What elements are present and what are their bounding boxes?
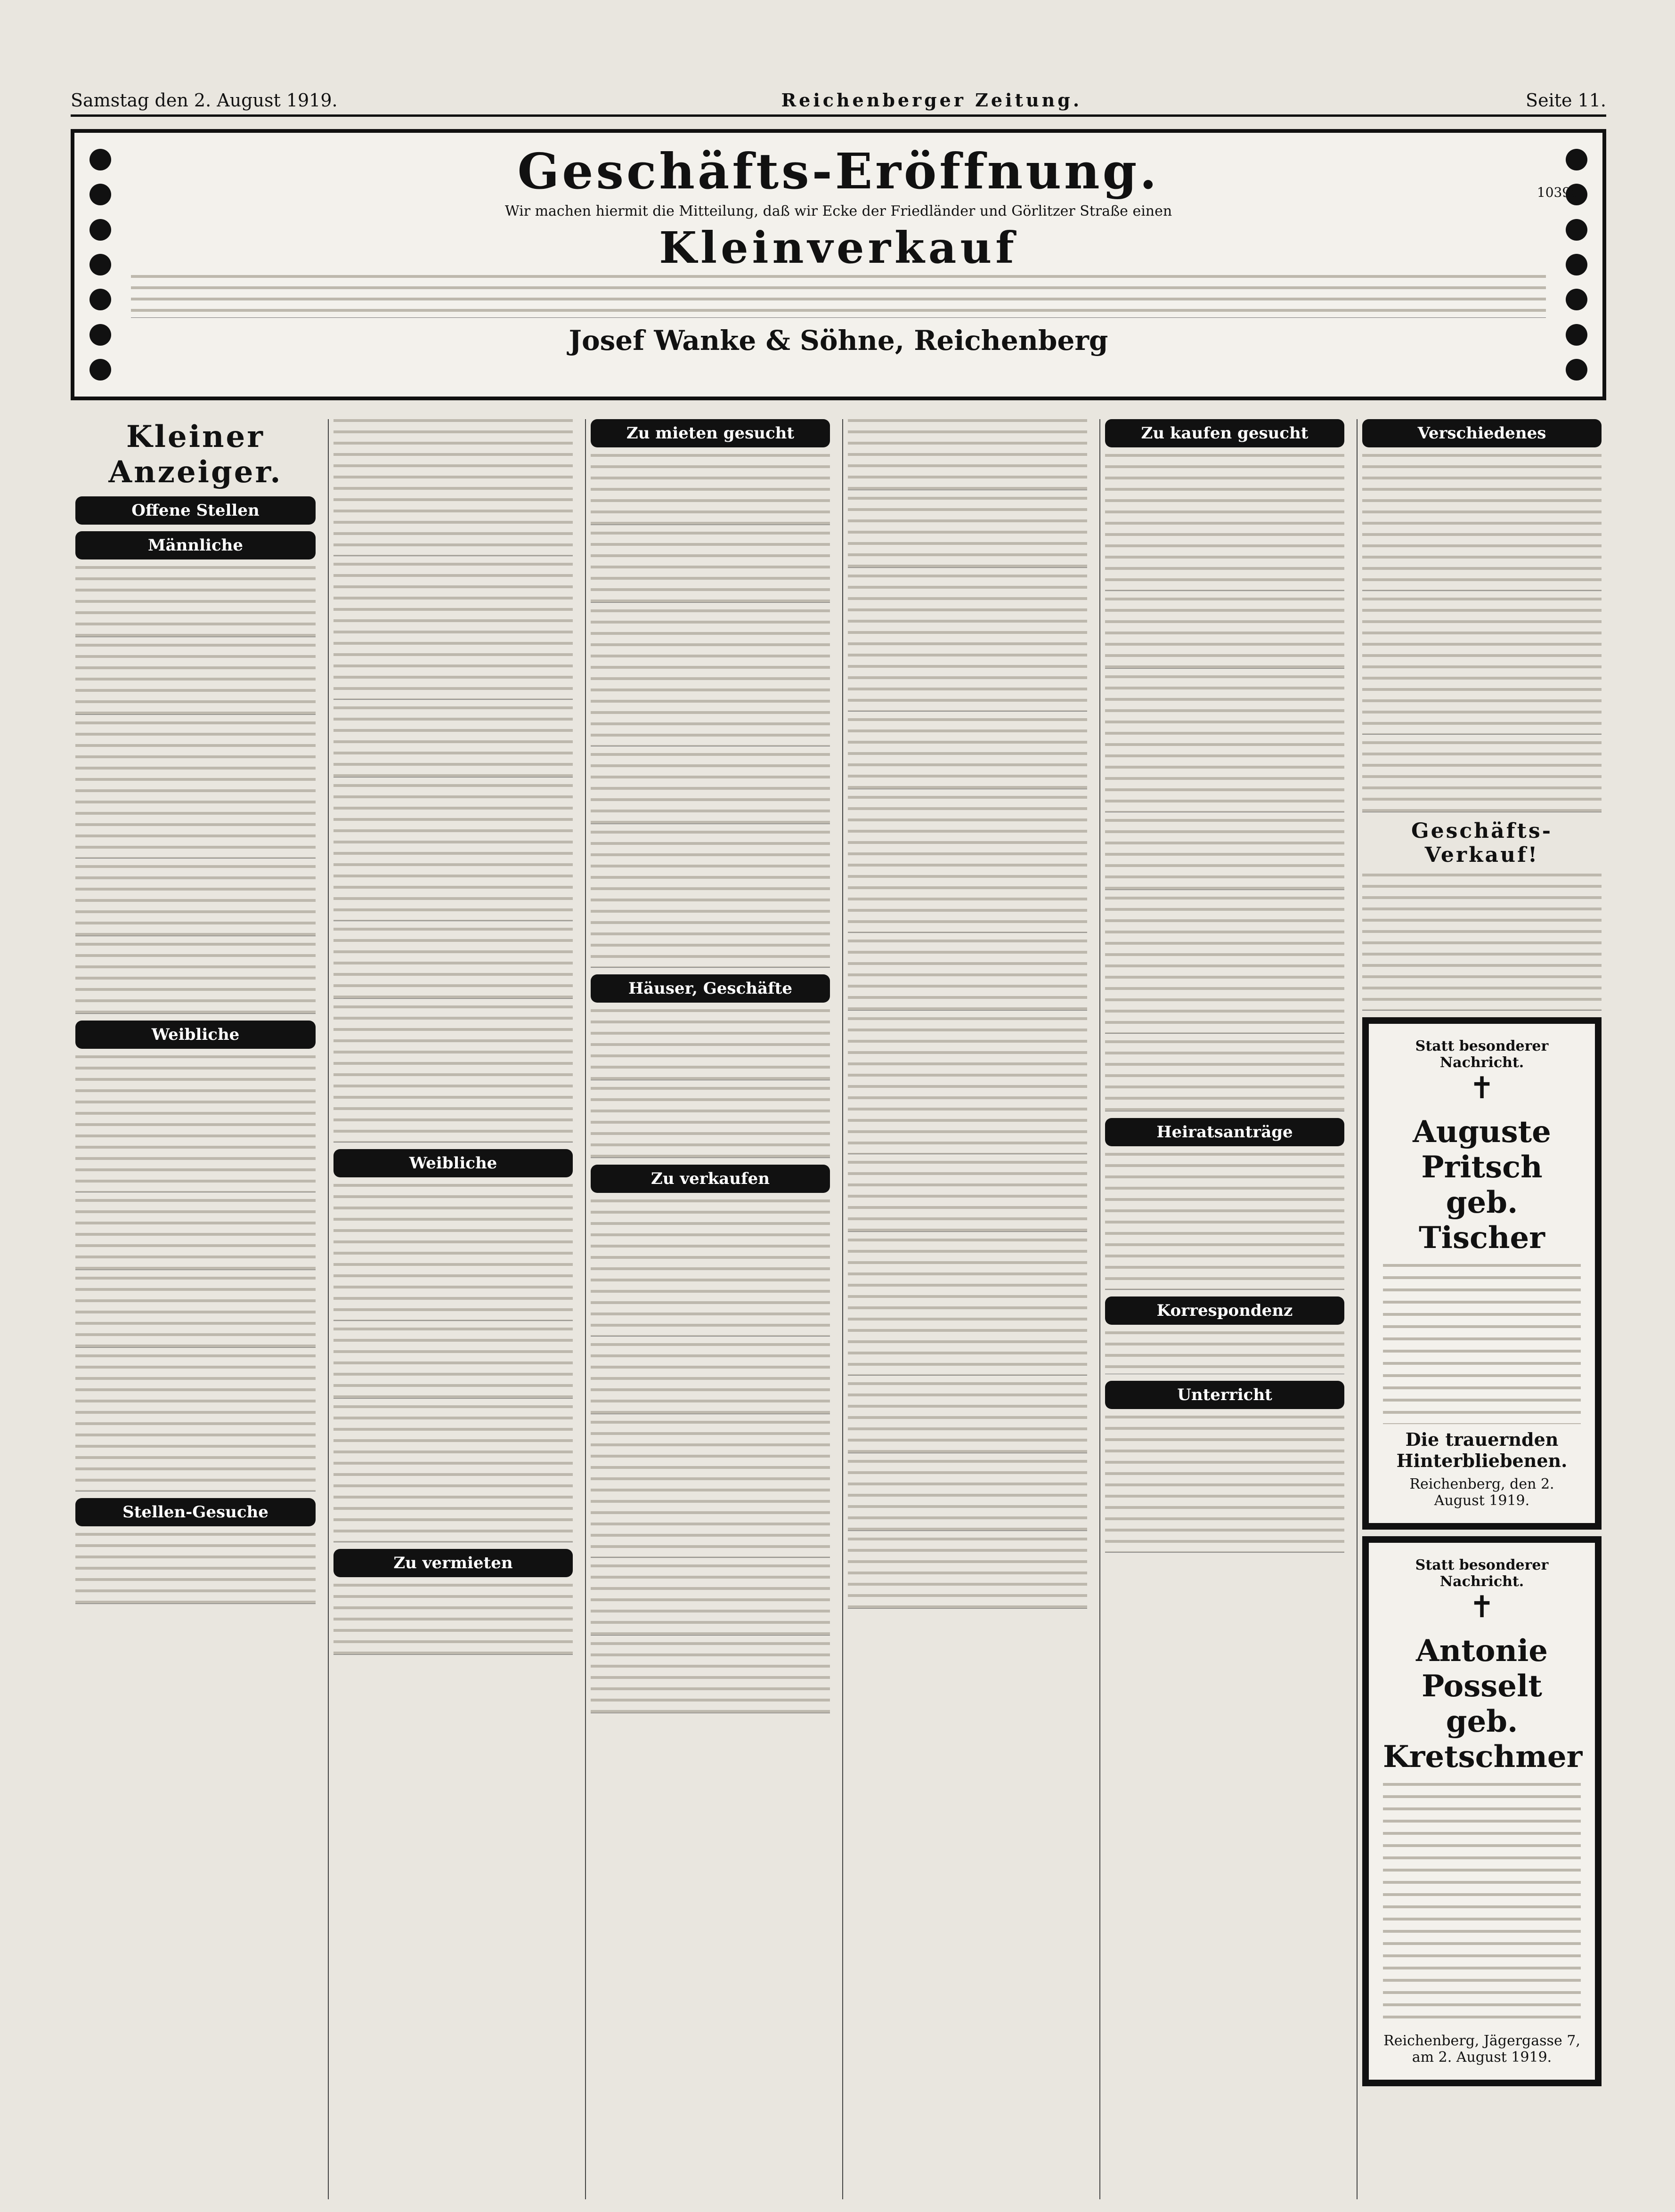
banner-body-text — [131, 275, 1546, 318]
notice-head: Statt besonderer Nachricht. — [1415, 1557, 1549, 1590]
newspaper-page — [71, 89, 1606, 2195]
newspaper-title: Reichenberger Zeitung. — [781, 89, 1082, 111]
classified-ad — [848, 1161, 1087, 1232]
classified-ad — [591, 753, 830, 824]
section-heading: Korrespondenz — [1105, 1296, 1344, 1325]
classified-ad — [591, 831, 830, 968]
page-number: Seite 11. — [1526, 90, 1606, 111]
ad-number: 10395 — [1537, 185, 1579, 200]
classified-ad — [1105, 1040, 1344, 1111]
classified-ad — [591, 1343, 830, 1414]
classified-ad — [333, 1184, 573, 1321]
banner-firm: Josef Wanke & Söhne, Reichenberg — [569, 324, 1108, 357]
section-title: Kleiner Anzeiger. — [108, 419, 283, 490]
classified-ad — [848, 1382, 1087, 1453]
classified-ad — [848, 718, 1087, 789]
section-heading: Heiratsanträge — [1105, 1118, 1344, 1146]
cross-icon: ✝ — [1469, 1071, 1495, 1106]
section-subheading: Weibliche — [333, 1149, 573, 1177]
header-date: Samstag den 2. August 1919. — [71, 90, 338, 111]
classified-ad — [848, 575, 1087, 712]
notice-date: Reichenberg, Jägergasse 7, am 2. August 1919. — [1383, 2033, 1580, 2066]
section-heading: Zu kaufen gesucht — [1105, 419, 1344, 447]
notice-date: Reichenberg, den 2. August 1919. — [1409, 1476, 1554, 1509]
section-heading: Stellen-Gesuche — [75, 1498, 316, 1526]
classified-ad — [1105, 1153, 1344, 1290]
classified-ad — [333, 784, 573, 921]
classified-ad — [1105, 897, 1344, 1034]
column-5 — [1099, 419, 1349, 2199]
classified-ad — [1105, 819, 1344, 890]
classified-ad — [333, 1584, 573, 1655]
banner-title: Geschäfts-Eröffnung. — [517, 142, 1160, 200]
classified-ad — [1105, 675, 1344, 812]
classified-ad — [333, 563, 573, 700]
section-subheading: Männliche — [75, 531, 316, 559]
classified-ad — [848, 940, 1087, 1011]
classified-ad — [333, 706, 573, 778]
column-6 — [1357, 419, 1606, 2199]
classified-ad — [75, 1533, 316, 1604]
notice-head: Statt besonderer Nachricht. — [1415, 1038, 1549, 1071]
column-1 — [71, 419, 320, 2199]
page-header — [71, 89, 1606, 117]
banner-intro: Wir machen hiermit die Mitteilung, daß wir Ecke der Friedländer und Görlitzer Straße einen — [504, 203, 1172, 219]
classified-ad — [848, 1017, 1087, 1154]
classified-ad — [75, 1055, 316, 1192]
classified-ad — [75, 721, 316, 859]
deceased-name: Antonie Posselt geb. Kretschmer — [1383, 1633, 1583, 1774]
classified-ad — [75, 1199, 316, 1270]
classified-ad — [1105, 598, 1344, 669]
classified-ad — [1105, 454, 1344, 591]
classified-ad — [75, 644, 316, 715]
section-heading: Zu mieten gesucht — [591, 419, 830, 447]
banner-subtitle: Kleinverkauf — [659, 222, 1018, 273]
classified-ad — [848, 796, 1087, 933]
classified-ad — [591, 454, 830, 525]
classified-ad — [848, 1538, 1087, 1609]
column-4 — [842, 419, 1092, 2199]
notice-signature: Die trauernden Hinterbliebenen. — [1396, 1429, 1568, 1471]
column-2 — [328, 419, 577, 2199]
business-sale-title: Geschäfts-Verkauf! — [1411, 819, 1553, 867]
classified-ad — [591, 1199, 830, 1337]
section-heading: Offene Stellen — [75, 496, 316, 525]
section-heading: Verschiedenes — [1362, 419, 1602, 447]
deceased-name: Auguste Pritsch geb. Tischer — [1413, 1114, 1551, 1256]
classified-ad — [591, 1009, 830, 1080]
classified-ad — [75, 566, 316, 637]
section-subheading: Weibliche — [75, 1021, 316, 1049]
classified-ad — [75, 1277, 316, 1348]
classified-ad — [333, 419, 573, 556]
classified-ad — [591, 1642, 830, 1713]
classified-ad — [1362, 598, 1602, 735]
death-notice — [1362, 1536, 1602, 2086]
classified-ad — [591, 609, 830, 746]
classified-ad — [591, 1421, 830, 1558]
section-heading: Häuser, Geschäfte — [591, 974, 830, 1003]
cross-icon: ✝ — [1469, 1590, 1495, 1625]
banner-dots-right — [1560, 142, 1593, 387]
column-3 — [585, 419, 835, 2199]
banner-dots-left — [84, 142, 117, 387]
classified-ad — [1362, 454, 1602, 591]
classifieds-columns — [71, 419, 1606, 2199]
notice-body — [1383, 1264, 1581, 1424]
classified-ad — [848, 497, 1087, 568]
classified-ad — [333, 1328, 573, 1399]
classified-ad — [75, 943, 316, 1014]
classified-ad — [591, 1564, 830, 1636]
classified-ad — [75, 865, 316, 936]
classified-ad — [333, 1005, 573, 1142]
classified-ad — [1362, 741, 1602, 812]
classified-ad — [1105, 1416, 1344, 1553]
classified-ad — [848, 1239, 1087, 1376]
business-sale-ad — [1362, 874, 1602, 1011]
classified-ad — [591, 1087, 830, 1158]
classified-ad — [848, 419, 1087, 490]
section-heading: Zu vermieten — [333, 1549, 573, 1577]
section-heading: Zu verkaufen — [591, 1165, 830, 1193]
classified-ad — [333, 1405, 573, 1542]
business-opening-ad — [71, 129, 1606, 400]
classified-ad — [333, 928, 573, 999]
death-notice — [1362, 1017, 1602, 1530]
classified-ad — [848, 1460, 1087, 1531]
classified-ad — [1105, 1331, 1344, 1374]
notice-body — [1383, 1783, 1581, 2028]
classified-ad — [591, 532, 830, 603]
section-heading: Unterricht — [1105, 1381, 1344, 1409]
classified-ad — [75, 1354, 316, 1491]
